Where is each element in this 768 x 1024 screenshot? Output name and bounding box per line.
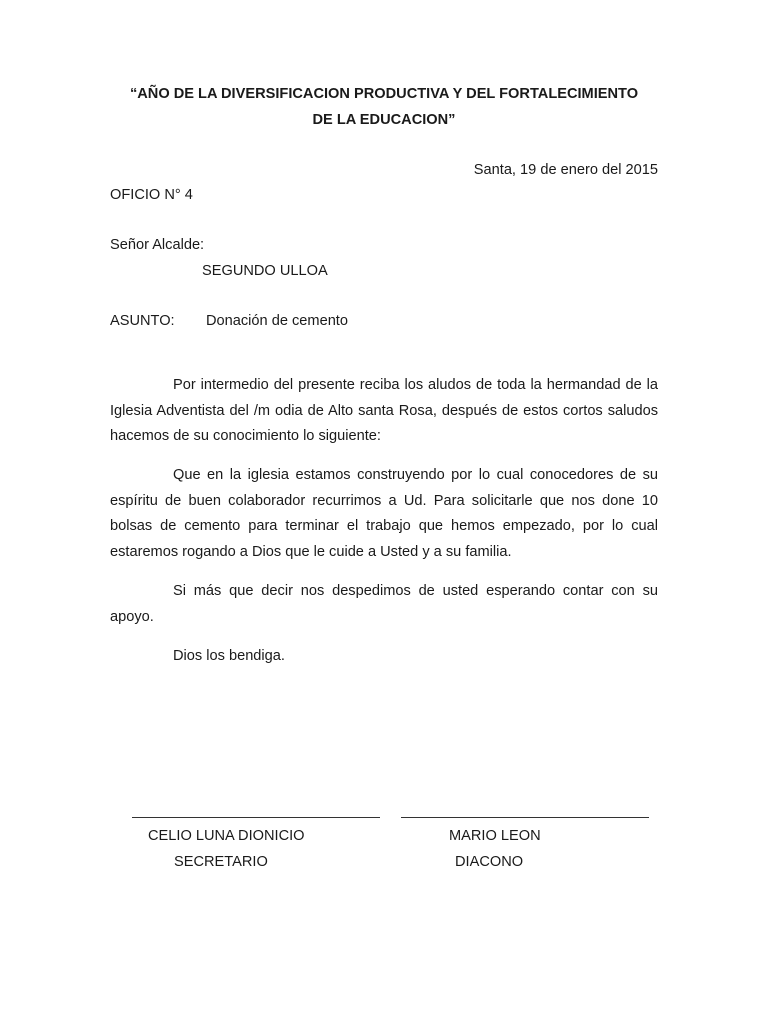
signer-1-name: CELIO LUNA DIONICIO xyxy=(148,828,305,844)
recipient-name: SEGUNDO ULLOA xyxy=(202,263,328,279)
subject-label: ASUNTO: xyxy=(110,313,175,329)
signature-line-right xyxy=(401,817,649,818)
letter-date: Santa, 19 de enero del 2015 xyxy=(473,162,658,178)
body-paragraph-1: Por intermedio del presente reciba los aludos de toda la hermandad de la Iglesia Adventista del /m odia de Alto santa Rosa, después de estos cortos saludos hacemos de su conocimiento lo siguiente: xyxy=(110,377,658,444)
signer-2-role: DIACONO xyxy=(455,854,524,870)
body-paragraph-3: Si más que decir nos despedimos de usted esperando contar con su apoyo. xyxy=(110,583,658,625)
oficio-number: OFICIO N° 4 xyxy=(110,187,193,203)
subject-value: Donación de cemento xyxy=(206,313,348,329)
signer-1-role: SECRETARIO xyxy=(174,854,268,870)
signature-line-left xyxy=(132,817,380,818)
signer-2-name: MARIO LEON xyxy=(449,828,541,844)
letter-heading-line-2: DE LA EDUCACION” xyxy=(312,112,456,128)
closing-blessing: Dios los bendiga. xyxy=(173,648,285,664)
letter-heading-line-1: “AÑO DE LA DIVERSIFICACION PRODUCTIVA Y DEL FORTALECIMIENTO xyxy=(129,86,639,102)
body-paragraph-2: Que en la iglesia estamos construyendo por lo cual conocedores de su espíritu de buen colaborador recurrimos a Ud. Para solicitarle que nos done 10 bolsas de cemento para terminar el trabajo que hemos empezado, por lo cual estaremos rogando a Dios que le cuide a Usted y a su familia. xyxy=(110,467,658,560)
recipient-title: Señor Alcalde: xyxy=(110,237,205,253)
